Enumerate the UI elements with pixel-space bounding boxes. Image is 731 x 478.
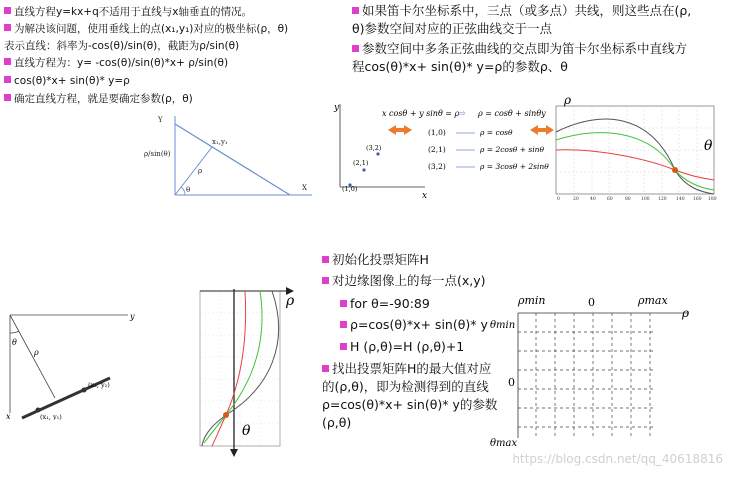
diagram-point-label: x₁,y₁ — [212, 138, 228, 146]
rotated-sinusoid-plot — [190, 283, 302, 458]
bl-theta-label: θ — [12, 338, 17, 347]
tl-line-5: cos(θ)*x+ sin(θ)* y=ρ — [4, 75, 130, 88]
bc-line-7: 的(ρ,θ)，即为检测得到的直线 — [322, 379, 489, 394]
equation-left: x cosθ + y sinθ = ρ — [382, 109, 460, 118]
map-point-2: (2,1) — [428, 145, 446, 154]
bullet-icon — [352, 45, 359, 52]
tr-line-2: θ)参数空间对应的正弦曲线交于一点 — [352, 21, 553, 36]
fig-y-axis: y — [334, 103, 340, 113]
point-x2y2 — [82, 388, 87, 393]
svg-text:120: 120 — [658, 197, 667, 202]
grid-theta-max: θmax — [490, 438, 518, 449]
point-label-3-2: (3,2) — [366, 144, 382, 152]
double-arrow-icon-left — [388, 125, 412, 135]
watermark: https://blog.csdn.net/qq_40618816 — [512, 452, 723, 466]
grid-zero-top: 0 — [588, 296, 595, 309]
diagram-theta-label: θ — [186, 186, 191, 194]
bm-intersection-point — [223, 412, 229, 418]
bullet-icon — [4, 7, 11, 14]
tl-line-2: 为解决该问题，使用垂线上的点(x₁,y₁)对应的极坐标(ρ，θ) — [4, 23, 288, 36]
tl-line-6: 确定直线方程，就是要确定参数(ρ，θ) — [4, 93, 193, 106]
bc-line-3: for θ=-90:89 — [340, 295, 430, 312]
arrow-right-icon: ⇨ — [458, 109, 466, 119]
plot-x-ticks — [557, 196, 717, 202]
svg-text:80: 80 — [625, 197, 631, 202]
map-eq-3: ρ = 3cosθ + 2sinθ — [480, 162, 549, 171]
grid-rho-max: ρmax — [638, 294, 668, 307]
bc-line-6: 找出投票矩阵H的最大值对应 — [322, 360, 491, 377]
bullet-icon — [340, 300, 347, 307]
svg-text:180: 180 — [708, 197, 717, 202]
tr-line-1: 如果笛卡尔坐标系中，三点（或多点）共线，则这些点在(ρ, — [352, 2, 691, 19]
bullet-icon — [340, 343, 347, 350]
grid-rho-axis: ρ — [682, 306, 690, 320]
equation-right: ρ = cosθ + sinθy — [478, 109, 546, 118]
hough-transform-figure — [330, 92, 725, 204]
diagram-x-label: X — [302, 184, 307, 192]
plot-theta-label: θ — [704, 138, 713, 154]
svg-text:60: 60 — [607, 197, 613, 202]
tr-line-4: 程cos(θ)*x+ sin(θ)* y=ρ的参数ρ、θ — [352, 59, 568, 74]
bl-p1-label: (x₁, y₁) — [40, 413, 62, 420]
accumulator-grid — [488, 290, 713, 455]
bullet-icon — [4, 94, 11, 101]
bc-line-8: ρ=cos(θ)*x+ sin(θ)* y的参数 — [322, 397, 498, 412]
bullet-icon — [322, 277, 329, 284]
plot-rho-label: ρ — [564, 93, 572, 107]
grid-zero-left: 0 — [508, 376, 515, 389]
diagram-rho-label: ρ — [198, 167, 203, 175]
tl-line-4: 直线方程为：y= -cos(θ)/sin(θ)*x+ ρ/sin(θ) — [4, 57, 228, 70]
grid-theta-min: θmin — [490, 320, 516, 331]
map-point-3: (3,2) — [428, 162, 446, 171]
svg-text:20: 20 — [573, 197, 579, 202]
intersection-point — [672, 167, 678, 173]
tr-line-3: 参数空间中多条正弦曲线的交点即为笛卡尔坐标系中直线方 — [352, 40, 687, 57]
svg-text:40: 40 — [590, 197, 596, 202]
bullet-icon — [4, 24, 11, 31]
bc-line-5: H (ρ,θ)=H (ρ,θ)+1 — [340, 338, 464, 355]
svg-text:140: 140 — [676, 197, 685, 202]
bc-line-1: 初始化投票矩阵H — [322, 251, 429, 268]
bc-line-2: 对边缘图像上的每一点(x,y) — [322, 272, 486, 289]
point-label-2-1: (2,1) — [353, 159, 369, 167]
map-eq-2: ρ = 2cosθ + sinθ — [480, 145, 544, 154]
line-normal-diagram — [0, 305, 145, 420]
bc-line-9: (ρ,θ) — [322, 415, 352, 430]
bullet-icon — [340, 321, 347, 328]
bl-p2-label: (x₂, y₂) — [88, 381, 110, 389]
point-x1y1 — [36, 408, 41, 413]
svg-text:0: 0 — [557, 197, 560, 202]
map-eq-1: ρ = cosθ — [480, 128, 513, 137]
svg-text:160: 160 — [693, 197, 702, 202]
fig-x-axis: x — [422, 191, 428, 201]
point-2-1 — [362, 168, 365, 171]
point-3-2 — [376, 152, 379, 155]
bullet-icon — [4, 76, 11, 83]
tl-line-1: 直线方程y=kx+q不适用于直线与x轴垂直的情况。 — [4, 6, 252, 19]
diagram-y-label: Y — [158, 116, 163, 124]
bullet-icon — [322, 365, 329, 372]
bl-rho-label: ρ — [34, 348, 39, 357]
diagram-intercept-label: ρ/sin(θ) — [144, 150, 171, 158]
grid-rho-min: ρmin — [518, 294, 546, 307]
point-label-1-0: (1,0) — [342, 185, 358, 193]
double-arrow-icon-right — [530, 125, 554, 135]
bullet-icon — [352, 7, 359, 14]
bc-line-4: ρ=cos(θ)*x+ sin(θ)* y — [340, 316, 488, 333]
bm-theta-label: θ — [242, 423, 251, 439]
tl-line-3: 表示直线：斜率为-cos(θ)/sin(θ)，截距为ρ/sin(θ) — [4, 40, 240, 52]
bullet-icon — [322, 256, 329, 263]
map-point-1: (1,0) — [428, 128, 446, 137]
polar-line-diagram — [140, 110, 320, 200]
bm-rho-label: ρ — [286, 293, 295, 309]
bullet-icon — [4, 58, 11, 65]
bl-x-label: x — [6, 412, 11, 420]
bl-y-label: y — [130, 312, 135, 321]
svg-text:100: 100 — [641, 197, 650, 202]
